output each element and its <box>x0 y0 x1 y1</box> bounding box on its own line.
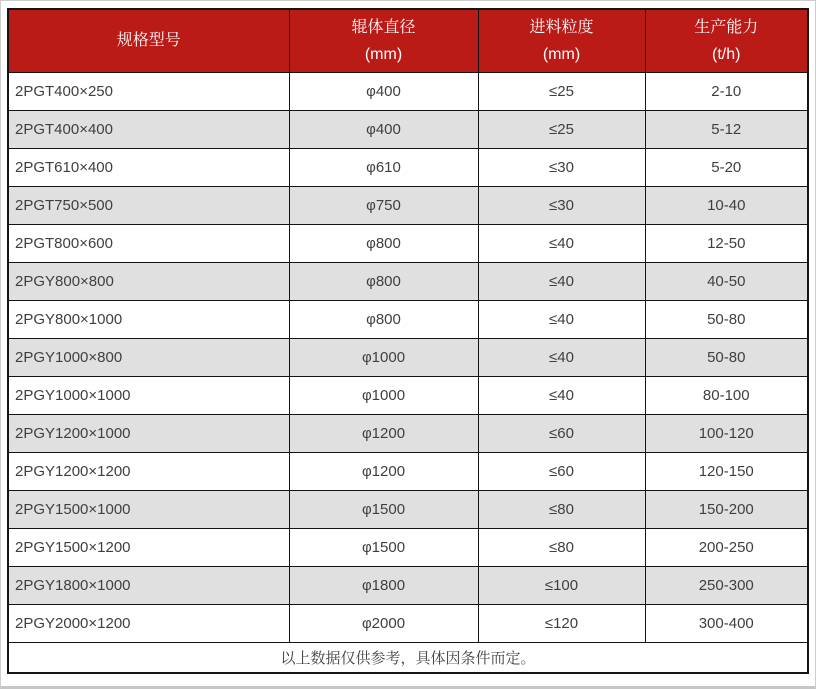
value-cell: ≤40 <box>478 376 645 414</box>
model-cell: 2PGT800×600 <box>8 224 289 262</box>
footnote-row <box>8 642 808 673</box>
value-cell: 150-200 <box>645 490 808 528</box>
column-header-line: 辊体直径 <box>351 18 416 36</box>
model-cell: 2PGT400×400 <box>8 110 289 148</box>
value-cell: φ400 <box>289 110 478 148</box>
value-cell: ≤25 <box>478 72 645 110</box>
model-cell: 2PGT400×250 <box>8 72 289 110</box>
value-cell: ≤100 <box>478 566 645 604</box>
table-row <box>8 72 808 110</box>
value-cell: 250-300 <box>645 566 808 604</box>
value-cell: 10-40 <box>645 186 808 224</box>
model-cell: 2PGT750×500 <box>8 186 289 224</box>
value-cell: ≤30 <box>478 186 645 224</box>
column-header <box>645 9 808 72</box>
model-cell: 2PGY1000×1000 <box>8 376 289 414</box>
column-header <box>478 9 645 72</box>
model-cell: 2PGY1500×1000 <box>8 490 289 528</box>
column-header-line: 生产能力 <box>694 18 759 36</box>
table-row <box>8 376 808 414</box>
value-cell: φ800 <box>289 300 478 338</box>
model-cell: 2PGY1500×1200 <box>8 528 289 566</box>
value-cell: 100-120 <box>645 414 808 452</box>
table-row <box>8 528 808 566</box>
header-row <box>8 9 808 72</box>
value-cell: φ610 <box>289 148 478 186</box>
value-cell: φ1000 <box>289 338 478 376</box>
model-cell: 2PGY2000×1200 <box>8 604 289 642</box>
table-row <box>8 414 808 452</box>
value-cell: φ1200 <box>289 452 478 490</box>
model-cell: 2PGY1000×800 <box>8 338 289 376</box>
value-cell: ≤30 <box>478 148 645 186</box>
value-cell: ≤60 <box>478 414 645 452</box>
value-cell: φ800 <box>289 262 478 300</box>
value-cell: 2-10 <box>645 72 808 110</box>
table-row <box>8 338 808 376</box>
value-cell: ≤40 <box>478 224 645 262</box>
value-cell: ≤80 <box>478 528 645 566</box>
table-row <box>8 490 808 528</box>
value-cell: 5-12 <box>645 110 808 148</box>
model-cell: 2PGY1200×1000 <box>8 414 289 452</box>
value-cell: ≤80 <box>478 490 645 528</box>
value-cell: ≤40 <box>478 262 645 300</box>
column-header-line: (mm) <box>364 45 403 63</box>
value-cell: φ1200 <box>289 414 478 452</box>
table-row <box>8 262 808 300</box>
value-cell: 200-250 <box>645 528 808 566</box>
column-header <box>289 9 478 72</box>
value-cell: 120-150 <box>645 452 808 490</box>
value-cell: 40-50 <box>645 262 808 300</box>
column-header-line: 进料粒度 <box>529 18 594 36</box>
value-cell: 12-50 <box>645 224 808 262</box>
model-cell: 2PGY800×800 <box>8 262 289 300</box>
table-row <box>8 566 808 604</box>
value-cell: ≤120 <box>478 604 645 642</box>
value-cell: 5-20 <box>645 148 808 186</box>
model-cell: 2PGY1200×1200 <box>8 452 289 490</box>
table-header <box>8 9 808 72</box>
column-header <box>8 9 289 72</box>
value-cell: φ400 <box>289 72 478 110</box>
value-cell: φ1000 <box>289 376 478 414</box>
model-cell: 2PGY1800×1000 <box>8 566 289 604</box>
table-footer <box>8 642 808 673</box>
model-cell: 2PGT610×400 <box>8 148 289 186</box>
value-cell: 300-400 <box>645 604 808 642</box>
value-cell: φ1500 <box>289 490 478 528</box>
table-row <box>8 300 808 338</box>
table-row <box>8 224 808 262</box>
value-cell: ≤60 <box>478 452 645 490</box>
table-body <box>8 72 808 642</box>
table-row <box>8 186 808 224</box>
value-cell: φ800 <box>289 224 478 262</box>
value-cell: 80-100 <box>645 376 808 414</box>
value-cell: 50-80 <box>645 338 808 376</box>
value-cell: φ1800 <box>289 566 478 604</box>
table-row <box>8 452 808 490</box>
column-header-line: 规格型号 <box>116 32 181 50</box>
value-cell: ≤25 <box>478 110 645 148</box>
table-row <box>8 148 808 186</box>
value-cell: ≤40 <box>478 338 645 376</box>
value-cell: 50-80 <box>645 300 808 338</box>
value-cell: φ750 <box>289 186 478 224</box>
value-cell: φ2000 <box>289 604 478 642</box>
value-cell: ≤40 <box>478 300 645 338</box>
value-cell: φ1500 <box>289 528 478 566</box>
spec-table <box>7 8 809 674</box>
model-cell: 2PGY800×1000 <box>8 300 289 338</box>
table-row <box>8 110 808 148</box>
column-header-line: (t/h) <box>712 45 741 63</box>
table-footnote: 以上数据仅供参考，具体因条件而定。 <box>8 642 808 673</box>
table-row <box>8 604 808 642</box>
column-header-line: (mm) <box>542 45 581 63</box>
